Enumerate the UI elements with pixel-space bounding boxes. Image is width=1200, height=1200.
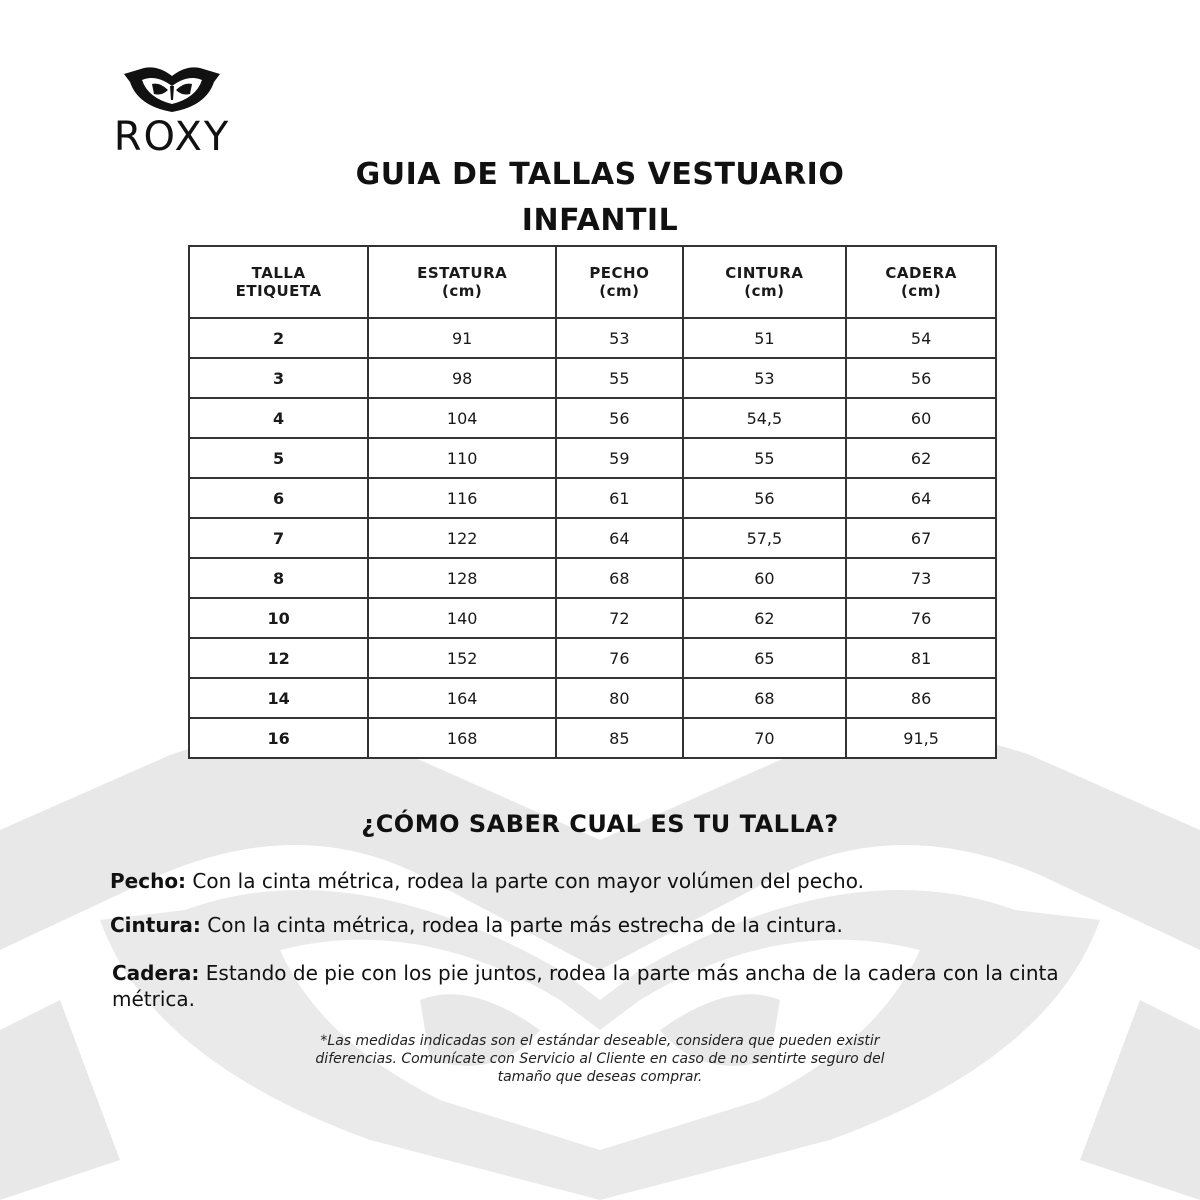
cell-estatura: 122 <box>368 518 556 558</box>
cell-cintura: 54,5 <box>683 398 847 438</box>
cell-cadera: 56 <box>846 358 996 398</box>
cell-talla: 10 <box>189 598 368 638</box>
cell-cintura: 55 <box>683 438 847 478</box>
instruction-text: Con la cinta métrica, rodea la parte con mayor volúmen del pecho. <box>186 869 864 893</box>
instruction-label: Pecho: <box>110 869 187 893</box>
cell-pecho: 85 <box>556 718 683 758</box>
cell-cintura: 60 <box>683 558 847 598</box>
cell-talla: 16 <box>189 718 368 758</box>
cell-estatura: 104 <box>368 398 556 438</box>
cell-cadera: 62 <box>846 438 996 478</box>
cell-estatura: 128 <box>368 558 556 598</box>
cell-pecho: 72 <box>556 598 683 638</box>
page-title <box>0 152 1200 244</box>
table-row <box>189 558 996 598</box>
header-estatura: ESTATURA (cm) <box>368 246 556 318</box>
table-header-row <box>189 246 996 318</box>
cell-pecho: 56 <box>556 398 683 438</box>
disclaimer-footnote <box>200 1032 1000 1086</box>
cell-pecho: 55 <box>556 358 683 398</box>
footnote-line-3: tamaño que deseas comprar. <box>497 1069 703 1085</box>
size-table <box>188 245 997 759</box>
footnote-line-2: diferencias. Comunícate con Servicio al Cliente en caso de no sentirte seguro del <box>315 1051 885 1067</box>
cell-talla: 14 <box>189 678 368 718</box>
how-to-heading: ¿CÓMO SABER CUAL ES TU TALLA? <box>361 810 839 838</box>
cell-cintura: 57,5 <box>683 518 847 558</box>
cell-talla: 6 <box>189 478 368 518</box>
header-cintura: CINTURA (cm) <box>683 246 847 318</box>
cell-pecho: 53 <box>556 318 683 358</box>
cell-pecho: 59 <box>556 438 683 478</box>
cell-talla: 3 <box>189 358 368 398</box>
cell-pecho: 76 <box>556 638 683 678</box>
cell-cintura: 68 <box>683 678 847 718</box>
cell-estatura: 152 <box>368 638 556 678</box>
title-line-2: INFANTIL <box>521 203 679 238</box>
footnote-line-1: *Las medidas indicadas son el estándar deseable, considera que pueden existir <box>320 1033 880 1049</box>
cell-estatura: 116 <box>368 478 556 518</box>
cell-pecho: 64 <box>556 518 683 558</box>
cell-estatura: 110 <box>368 438 556 478</box>
table-row <box>189 398 996 438</box>
cell-cintura: 70 <box>683 718 847 758</box>
brand-logo <box>86 66 258 160</box>
header-pecho: PECHO (cm) <box>556 246 683 318</box>
cell-cadera: 81 <box>846 638 996 678</box>
cell-talla: 12 <box>189 638 368 678</box>
cell-talla: 5 <box>189 438 368 478</box>
table-row <box>189 518 996 558</box>
cell-cadera: 54 <box>846 318 996 358</box>
instruction-text: Con la cinta métrica, rodea la parte más estrecha de la cintura. <box>200 913 843 937</box>
cell-pecho: 61 <box>556 478 683 518</box>
cell-cintura: 51 <box>683 318 847 358</box>
table-row <box>189 318 996 358</box>
instruction-cintura <box>110 912 1110 938</box>
cell-estatura: 164 <box>368 678 556 718</box>
cell-cadera: 91,5 <box>846 718 996 758</box>
cell-talla: 4 <box>189 398 368 438</box>
instruction-label: Cadera: <box>112 961 200 985</box>
instruction-pecho <box>110 868 1110 894</box>
cell-estatura: 140 <box>368 598 556 638</box>
table-row <box>189 598 996 638</box>
header-cadera: CADERA (cm) <box>846 246 996 318</box>
cell-cadera: 64 <box>846 478 996 518</box>
header-talla: TALLA ETIQUETA <box>189 246 368 318</box>
brand-wordmark: ROXY <box>113 114 231 160</box>
table-row <box>189 678 996 718</box>
cell-cadera: 86 <box>846 678 996 718</box>
cell-pecho: 68 <box>556 558 683 598</box>
table-row <box>189 718 996 758</box>
title-line-1: GUIA DE TALLAS VESTUARIO <box>355 157 845 192</box>
cell-cadera: 76 <box>846 598 996 638</box>
heart-logo-icon <box>122 66 222 112</box>
cell-cadera: 60 <box>846 398 996 438</box>
cell-talla: 7 <box>189 518 368 558</box>
cell-cintura: 62 <box>683 598 847 638</box>
cell-estatura: 91 <box>368 318 556 358</box>
cell-talla: 8 <box>189 558 368 598</box>
cell-cintura: 53 <box>683 358 847 398</box>
cell-talla: 2 <box>189 318 368 358</box>
cell-estatura: 168 <box>368 718 556 758</box>
table-row <box>189 478 996 518</box>
table-row <box>189 358 996 398</box>
watermark-heart-logo <box>0 700 1200 1200</box>
table-row <box>189 638 996 678</box>
cell-cintura: 65 <box>683 638 847 678</box>
cell-estatura: 98 <box>368 358 556 398</box>
cell-pecho: 80 <box>556 678 683 718</box>
cell-cintura: 56 <box>683 478 847 518</box>
instruction-cadera <box>112 960 1102 1012</box>
cell-cadera: 73 <box>846 558 996 598</box>
table-row <box>189 438 996 478</box>
cell-cadera: 67 <box>846 518 996 558</box>
instruction-text: Estando de pie con los pie juntos, rodea la parte más ancha de la cadera con la cinta métrica. <box>112 961 1059 1011</box>
instruction-label: Cintura: <box>110 913 201 937</box>
